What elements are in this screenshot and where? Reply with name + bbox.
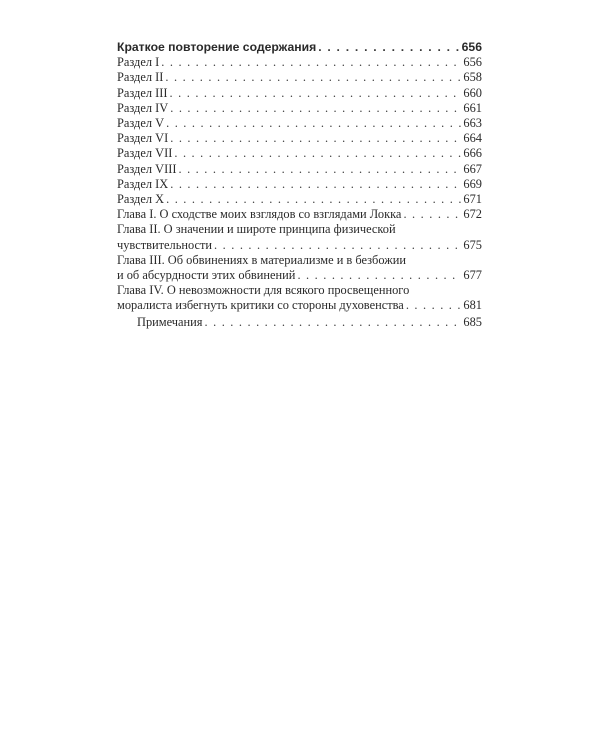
toc-entry-label: Раздел IX [117,176,169,191]
toc-entry-section-1[interactable] [117,55,482,70]
toc-page-number: 656 [461,40,482,54]
toc-entry-section-6[interactable] [117,131,482,146]
toc-entry-label: Раздел VIII [117,161,177,176]
toc-entry-title-line: Глава II. О значении и широте принципа физической [117,222,396,237]
toc-page-number: 663 [463,116,482,131]
toc-entry-label: моралиста избегнуть критики со стороны духовенства [117,298,404,313]
toc-entry-label: Глава I. О сходстве моих взглядов со взглядами Локка [117,207,402,222]
dot-leader [170,86,462,101]
toc-entry-summary[interactable] [117,40,482,55]
dot-leader [174,146,461,161]
toc-entry-label: и об абсурдности этих обвинений [117,268,296,283]
toc-page-number: 661 [463,100,482,115]
dot-leader [166,192,461,207]
toc-page-number: 666 [463,146,482,161]
dot-leader [170,131,461,146]
toc-page-number: 672 [463,207,482,222]
toc-entry-chapter-1[interactable] [117,207,482,222]
toc-entry-label: Раздел I [117,55,160,70]
toc-page-number: 656 [463,55,482,70]
toc-entry-section-3[interactable] [117,86,482,101]
toc-entry-section-9[interactable] [117,177,482,192]
toc-entry-section-10[interactable] [117,192,482,207]
dot-leader [170,101,461,116]
dot-leader [161,55,461,70]
toc-page-number: 685 [463,314,482,329]
toc-entry-title-line: Глава IV. О невозможности для всякого просвещенного [117,283,410,298]
dot-leader [403,207,461,222]
toc-entry-section-5[interactable] [117,116,482,131]
dot-leader [214,238,461,253]
toc-page-number: 675 [463,237,482,252]
dot-leader [297,268,461,283]
toc-entry-label: Примечания [137,314,203,329]
toc-entry-section-8[interactable] [117,162,482,177]
dot-leader [165,70,461,85]
toc-entry-section-7[interactable] [117,146,482,161]
toc-entry-title-line: Глава III. Об обвинениях в материализме и в безбожии [117,252,407,267]
toc-page-number: 681 [463,298,482,313]
toc-entry-label: чувствительности [117,237,213,252]
toc-page-number: 669 [463,176,482,191]
dot-leader [178,162,461,177]
toc-entry-section-2[interactable] [117,70,482,85]
toc-entry-label: Раздел V [117,116,165,131]
toc-entry-label: Раздел X [117,192,165,207]
toc-page-number: 658 [463,70,482,85]
toc-entry-label: Раздел II [117,70,164,85]
toc-page-number: 671 [463,192,482,207]
toc-page-number: 664 [463,131,482,146]
toc-entry-label: Раздел VII [117,146,173,161]
toc-page-number: 667 [463,161,482,176]
dot-leader [318,40,459,55]
toc-entry-chapter-4[interactable] [117,283,482,313]
dot-leader [166,116,461,131]
dot-leader [205,315,462,330]
toc-entry-label: Раздел VI [117,131,169,146]
toc-entry-label: Раздел III [117,85,168,100]
toc-entry-label: Раздел IV [117,100,169,115]
toc-entry-chapter-2[interactable] [117,222,482,252]
table-of-contents [117,40,482,330]
toc-entry-section-4[interactable] [117,101,482,116]
dot-leader [406,298,462,313]
toc-page-number: 677 [463,268,482,283]
toc-entry-chapter-3[interactable] [117,253,482,283]
toc-page-number: 660 [463,85,482,100]
toc-entry-notes[interactable] [117,315,482,330]
toc-entry-label: Краткое повторение содержания [117,40,317,54]
dot-leader [170,177,461,192]
